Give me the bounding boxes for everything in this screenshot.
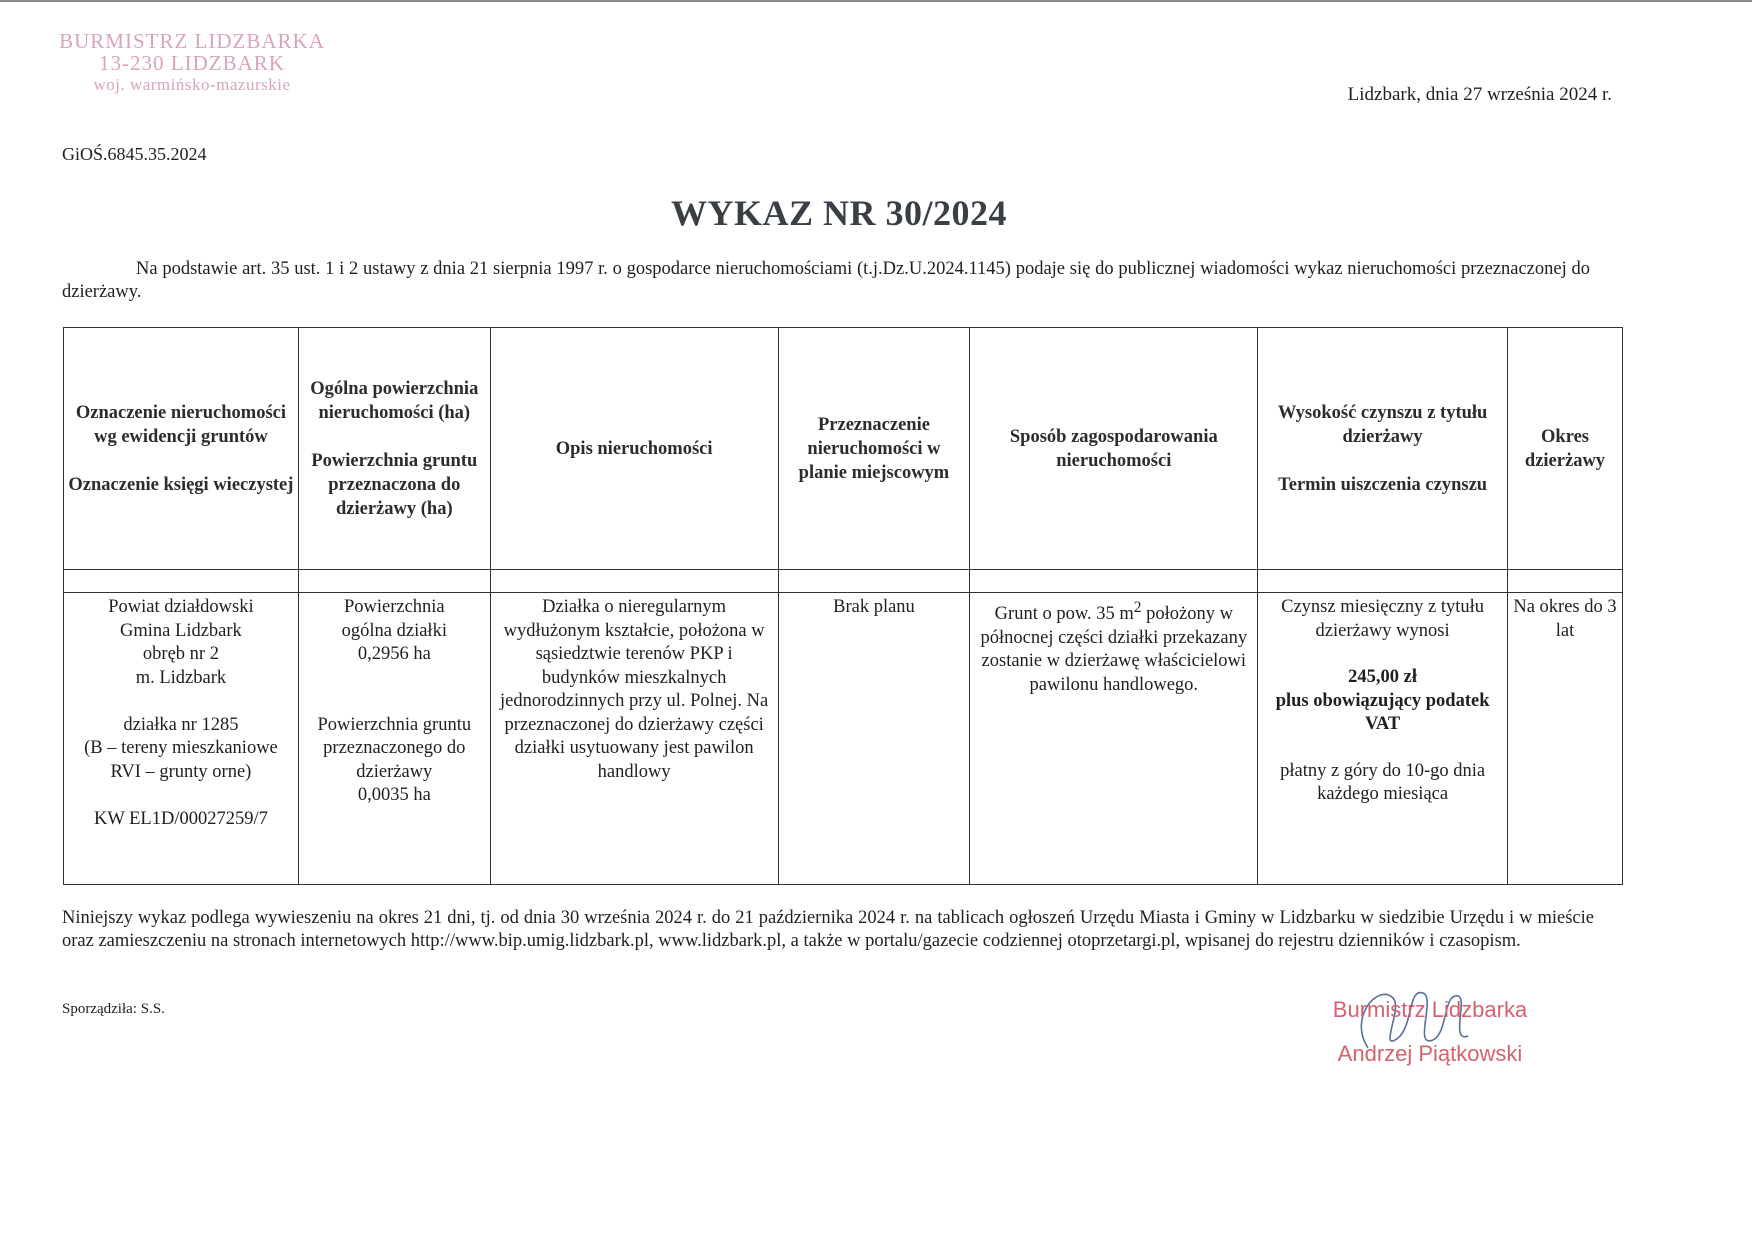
spacer-cell — [490, 570, 778, 593]
header-lease-period: Okres dzierżawy — [1508, 328, 1623, 570]
header-area: Ogólna powierzchnia nieruchomości (ha) Powierzchnia gruntu przeznaczona do dzierżawy (ha) — [298, 328, 490, 570]
cell-rent — [1258, 593, 1508, 885]
header-land-use: Sposób zagospodarowania nieruchomości — [970, 328, 1258, 570]
stamp-line-1: BURMISTRZ LIDZBARKA — [59, 29, 325, 53]
spacer-cell — [1258, 570, 1508, 593]
spacer-cell — [970, 570, 1258, 593]
table-header-row — [64, 328, 1623, 570]
cell-land-use — [970, 593, 1258, 885]
spacer-cell — [64, 570, 299, 593]
rent-payment-term: płatny z góry do 10-go dnia każdego miesiąca — [1280, 760, 1486, 804]
cell-zoning-plan: Brak planu — [778, 593, 970, 885]
table-spacer-row — [64, 570, 1623, 593]
land-use-superscript: 2 — [1133, 599, 1142, 616]
signature-name: Andrzej Piątkowski — [1337, 1041, 1523, 1066]
signature-block — [1300, 988, 1560, 1076]
intro-paragraph: Na podstawie art. 35 ust. 1 i 2 ustawy z dnia 21 sierpnia 1997 r. o gospodarce nieruchomościami (t.j.Dz.U.2024.1145) podaje się do publicznej wiadomości wykaz nieruchomości przeznaczonej do dzierżawy. — [62, 259, 1590, 302]
cell-description: Działka o nieregularnym wydłużonym kształcie, położona w sąsiedztwie terenów PKP i budynków mieszkalnych jednorodzinnych przy ul. Polnej. Na przeznaczonej do dzierżawy części działki usytuowany jest pawilon handlowy — [490, 593, 778, 885]
header-land-designation: Oznaczenie nieruchomości wg ewidencji gruntów Oznaczenie księgi wieczystej — [64, 328, 299, 570]
rent-intro: Czynsz miesięczny z tytułu dzierżawy wynosi — [1281, 597, 1485, 641]
reference-number: GiOŚ.6845.35.2024 — [62, 144, 207, 164]
footer-paragraph: Niniejszy wykaz podlega wywieszeniu na okres 21 dni, tj. od dnia 30 września 2024 r. do 21 października 2024 r. na tablicach ogłoszeń Urzędu Miasta i Gminy w Lidzbarku w siedzibie Urzędu i w mieście oraz zamieszczeniu na stronach internetowych http://www.bip.umig.lidzbark.pl, www.lidzbark.pl, a także w portalu/gazecie codziennej otoprzetargi.pl, wpisanej do rejestru dzienników i czasopism. — [62, 908, 1594, 951]
rent-amount: 245,00 zł plus obowiązujący podatek VAT — [1275, 667, 1490, 734]
prepared-by: Sporządziła: S.S. — [62, 1001, 165, 1017]
office-stamp — [52, 30, 332, 96]
header-rent: Wysokość czynszu z tytułu dzierżawy Termin uiszczenia czynszu — [1258, 328, 1508, 570]
cell-land-designation: Powiat działdowski Gmina Lidzbark obręb nr 2 m. Lidzbark działka nr 1285 (B – tereny mieszkaniowe RVI – grunty orne) KW EL1D/00027259/7 — [64, 593, 299, 885]
header-description: Opis nieruchomości — [490, 328, 778, 570]
stamp-line-3: woj. warmińsko-mazurskie — [93, 75, 291, 94]
cell-lease-period: Na okres do 3 lat — [1508, 593, 1623, 885]
signature-title: Burmistrz Lidzbarka — [1332, 997, 1528, 1022]
spacer-cell — [298, 570, 490, 593]
spacer-cell — [778, 570, 970, 593]
cell-area: Powierzchnia ogólna działki 0,2956 ha Powierzchnia gruntu przeznaczonego do dzierżawy 0,0035 ha — [298, 593, 490, 885]
land-use-text-start: Grunt o pow. 35 m — [994, 604, 1134, 625]
document-date: Lidzbark, dnia 27 września 2024 r. — [1347, 84, 1612, 105]
top-border-line — [0, 0, 1752, 2]
header-zoning-plan: Przeznaczenie nieruchomości w planie miejscowym — [778, 328, 970, 570]
document-title: WYKAZ NR 30/2024 — [670, 193, 1007, 233]
stamp-line-2: 13-230 LIDZBARK — [99, 51, 285, 75]
table-row — [64, 593, 1623, 885]
spacer-cell — [1508, 570, 1623, 593]
land-use-text-end: położony w północnej części działki przekazany zostanie w dzierżawę właścicielowi pawilonu handlowego. — [980, 604, 1248, 695]
property-table — [63, 327, 1623, 885]
